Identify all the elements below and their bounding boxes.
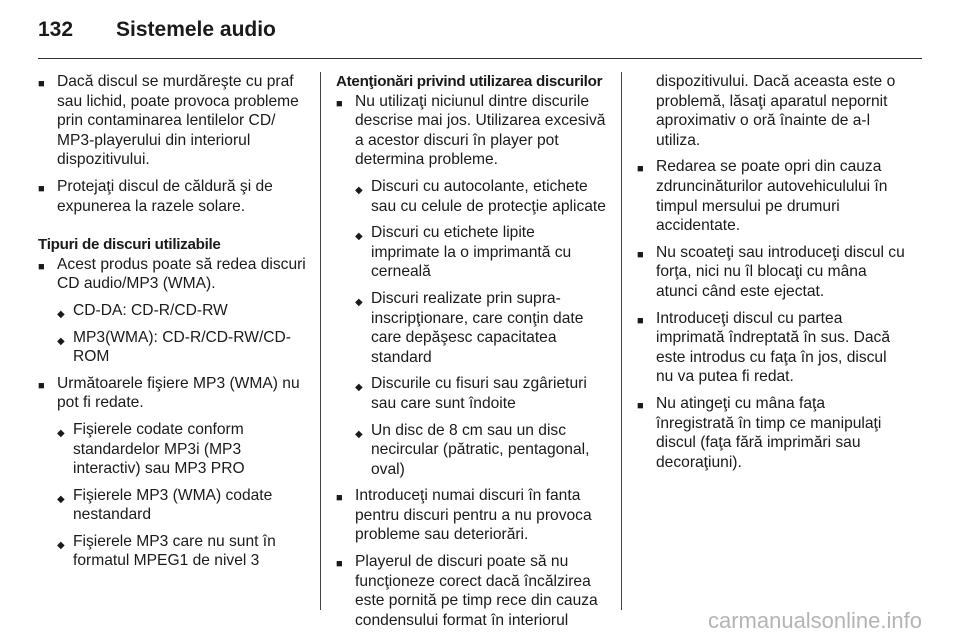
square-bullet-icon: ■ (38, 182, 45, 195)
square-bullet-icon: ■ (336, 558, 343, 571)
square-bullet-icon: ■ (38, 260, 45, 273)
diamond-bullet-icon: ◆ (355, 184, 363, 196)
sub-list-item: ◆ Fişierele codate conform standardelor MP3i (MP3 interactiv) sau MP3 PRO (57, 420, 245, 478)
column-divider (621, 72, 622, 610)
square-bullet-icon: ■ (38, 78, 45, 90)
column-left (38, 72, 308, 578)
sub-list-item: ◆ Discuri cu autocolante, etichete sau cu celule de protecţie aplicate (355, 177, 606, 215)
sub-list-item: ◆ CD-DA: CD-R/CD-RW (38, 301, 308, 321)
sub-list-item: ◆ Discuri realizate prin supra-inscripţionare, care conţin date care depăşesc capacitatea standard (355, 289, 584, 366)
sub-list-item: ◆ Fişierele MP3 (WMA) codate nestandard (57, 486, 273, 524)
sub-list-item: ◆ MP3(WMA): CD-R/CD-RW/CD-ROM (57, 328, 291, 366)
diamond-bullet-icon: ◆ (57, 335, 65, 347)
list-item: ■ Introduceţi discul cu partea imprimată îndreptată în sus. Dacă este introdus cu faţa în jos, discul nu va putea fi redat. (637, 309, 891, 386)
page-title: Sistemele audio (116, 18, 276, 41)
list-item: ■ Nu scoateţi sau introduceţi discul cu forţa, nici nu îl blocaţi cu mâna atunci când este ejectat. (637, 243, 905, 300)
list-item: ■ Următoarele fişiere MP3 (WMA) nu pot fi redate. (38, 374, 300, 412)
list-item: ■ Redarea se poate opri din cauza zdruncinăturilor autovehiculului în timpul mersului pe drumuri accidentate. (637, 158, 888, 235)
section-heading: Tipuri de discuri utilizabile (38, 236, 221, 254)
column-right (637, 72, 907, 479)
list-item: ■ Acest produs poate să redea discuri CD audio/MP3 (WMA). (38, 255, 306, 293)
section-heading: Atenţionări privind utilizarea discurilor (336, 73, 603, 90)
list-item: ■ Protejaţi discul de căldură şi de expunerea la razele solare. (38, 177, 273, 215)
diamond-bullet-icon: ◆ (57, 308, 65, 320)
list-item: ■ Dacă discul se murdăreşte cu praf sau lichid, poate provoca probleme prin contaminarea lentilelor CD/ MP3-playerului din interiorul dispozitivului. (38, 73, 299, 169)
watermark: carmanualsonline.info (707, 608, 922, 633)
diamond-bullet-icon: ◆ (57, 427, 65, 439)
sub-list-item: ◆ Discuri cu etichete lipite imprimate la o imprimantă cu cerneală (355, 224, 572, 281)
sub-list-item: ◆ Fişierele MP3 care nu sunt în formatul MPEG1 de nivel 3 (57, 532, 276, 570)
column-middle (336, 72, 606, 630)
square-bullet-icon: ■ (637, 314, 644, 327)
square-bullet-icon: ■ (38, 379, 45, 392)
diamond-bullet-icon: ◆ (355, 428, 363, 440)
square-bullet-icon: ■ (637, 399, 644, 412)
list-item: ■ Introduceţi numai discuri în fanta pentru discuri pentru a nu provoca probleme sau deteriorări. (336, 487, 592, 544)
header-rule (38, 58, 922, 59)
square-bullet-icon: ■ (336, 492, 343, 505)
page-header (38, 13, 276, 47)
square-bullet-icon: ■ (336, 97, 343, 110)
list-item: ■ Playerul de discuri poate să nu funcţioneze corect dacă încălzirea este pornită pe timp rece din cauza condensului format în interiorul (336, 553, 598, 629)
diamond-bullet-icon: ◆ (57, 493, 65, 505)
square-bullet-icon: ■ (637, 163, 644, 176)
diamond-bullet-icon: ◆ (355, 231, 363, 243)
diamond-bullet-icon: ◆ (355, 382, 363, 394)
square-bullet-icon: ■ (637, 248, 644, 261)
sub-list-item: ◆ Discurile cu fisuri sau zgârieturi sau care sunt îndoite (355, 375, 587, 412)
column-divider (320, 72, 321, 610)
sub-list-item: ◆ Un disc de 8 cm sau un disc necircular (pătratic, pentagonal, oval) (355, 421, 590, 478)
page-number: 132 (38, 18, 74, 41)
continued-text: dispozitivului. Dacă aceasta este o problemă, lăsaţi aparatul nepornit aproximativ o oră înainte de a-l utiliza. (656, 73, 896, 149)
list-item: ■ Nu atingeţi cu mâna faţa înregistrată în timp ce manipulaţi discul (faţa fără imprimări sau decoraţiuni). (637, 394, 882, 471)
diamond-bullet-icon: ◆ (355, 296, 363, 308)
list-item: ■ Nu utilizaţi niciunul dintre discurile descrise mai jos. Utilizarea excesivă a acestor discuri în player pot determina probleme. (336, 92, 606, 169)
diamond-bullet-icon: ◆ (57, 539, 65, 551)
